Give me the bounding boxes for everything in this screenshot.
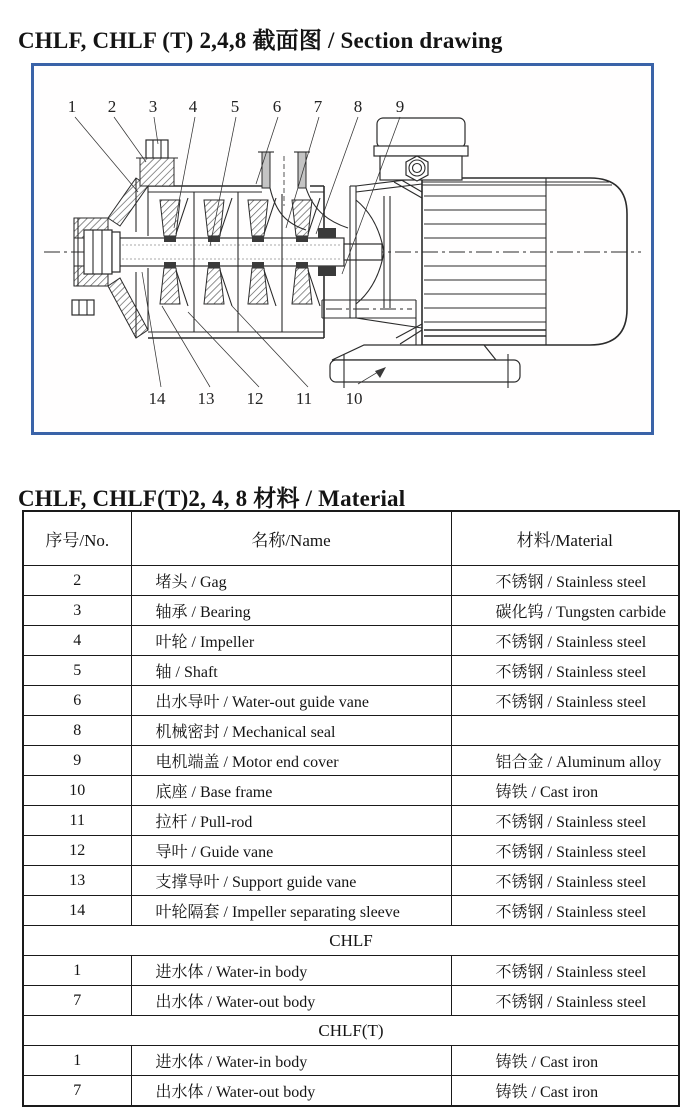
cell-material: 铸铁 / Cast iron xyxy=(451,1046,679,1076)
table-row xyxy=(23,566,679,596)
callout-label-4: 4 xyxy=(188,97,198,116)
cell-name: 轴 / Shaft xyxy=(131,656,451,686)
cell-name: 进水体 / Water-in body xyxy=(131,956,451,986)
base-frame xyxy=(330,345,520,388)
cell-name: 堵头 / Gag xyxy=(131,566,451,596)
cell-name: 导叶 / Guide vane xyxy=(131,836,451,866)
table-section-row-chlft xyxy=(23,1016,679,1046)
pump-section-drawing xyxy=(34,66,651,432)
table-row xyxy=(23,716,679,746)
callout-label-9: 9 xyxy=(395,97,405,116)
table-row xyxy=(23,596,679,626)
cell-name: 叶轮隔套 / Impeller separating sleeve xyxy=(131,896,451,926)
cell-material: 不锈钢 / Stainless steel xyxy=(451,656,679,686)
callout-label-12: 12 xyxy=(246,389,264,408)
cell-material xyxy=(451,716,679,746)
cell-no: 1 xyxy=(23,956,131,986)
table-section-row-chlf xyxy=(23,926,679,956)
callout-label-13: 13 xyxy=(197,389,215,408)
cell-no: 14 xyxy=(23,896,131,926)
pump-shaft xyxy=(84,230,382,274)
title-material-cn: 材料 xyxy=(253,485,300,512)
cell-no: 10 xyxy=(23,776,131,806)
cell-material: 不锈钢 / Stainless steel xyxy=(451,896,679,926)
callout-label-8: 8 xyxy=(353,97,363,116)
cell-material: 不锈钢 / Stainless steel xyxy=(451,806,679,836)
title-material-suffix: / Material xyxy=(299,486,406,512)
cell-no: 12 xyxy=(23,836,131,866)
cell-name: 出水体 / Water-out body xyxy=(131,986,451,1016)
cell-material: 铸铁 / Cast iron xyxy=(451,1076,679,1107)
title-material-prefix: CHLF, CHLF(T)2, 4, 8 xyxy=(18,486,254,512)
table-row xyxy=(23,626,679,656)
table-row xyxy=(23,1076,679,1107)
col-header-no: 序号/No. xyxy=(23,511,131,566)
callout-label-2: 2 xyxy=(107,97,117,116)
cell-no: 3 xyxy=(23,596,131,626)
cell-material: 铝合金 / Aluminum alloy xyxy=(451,746,679,776)
table-row xyxy=(23,836,679,866)
cell-no: 2 xyxy=(23,566,131,596)
callout-label-6: 6 xyxy=(272,97,282,116)
table-header-row xyxy=(23,511,679,566)
cell-material: 不锈钢 / Stainless steel xyxy=(451,626,679,656)
col-header-name: 名称/Name xyxy=(131,511,451,566)
table-row xyxy=(23,746,679,776)
cell-name: 机械密封 / Mechanical seal xyxy=(131,716,451,746)
callout-label-7: 7 xyxy=(313,97,323,116)
cell-name: 进水体 / Water-in body xyxy=(131,1046,451,1076)
cell-material: 不锈钢 / Stainless steel xyxy=(451,986,679,1016)
title-section-suffix: / Section drawing xyxy=(322,28,503,54)
cell-material: 不锈钢 / Stainless steel xyxy=(451,836,679,866)
table-row xyxy=(23,686,679,716)
cell-material: 铸铁 / Cast iron xyxy=(451,776,679,806)
material-title xyxy=(18,480,405,513)
section-label-chlf: CHLF xyxy=(23,926,679,956)
cell-material: 不锈钢 / Stainless steel xyxy=(451,956,679,986)
cell-no: 6 xyxy=(23,686,131,716)
cell-name: 叶轮 / Impeller xyxy=(131,626,451,656)
section-label-chlft: CHLF(T) xyxy=(23,1016,679,1046)
section-drawing-title xyxy=(18,22,503,55)
title-section-prefix: CHLF, CHLF (T) 2,4,8 xyxy=(18,28,253,54)
cell-material: 不锈钢 / Stainless steel xyxy=(451,566,679,596)
table-row xyxy=(23,956,679,986)
table-row xyxy=(23,1046,679,1076)
cell-name: 出水体 / Water-out body xyxy=(131,1076,451,1107)
cell-no: 1 xyxy=(23,1046,131,1076)
table-row xyxy=(23,866,679,896)
cell-name: 拉杆 / Pull-rod xyxy=(131,806,451,836)
cell-name: 电机端盖 / Motor end cover xyxy=(131,746,451,776)
cell-no: 7 xyxy=(23,986,131,1016)
callout-label-3: 3 xyxy=(148,97,158,116)
callout-label-5: 5 xyxy=(230,97,240,116)
material-table xyxy=(22,510,680,1107)
cell-no: 11 xyxy=(23,806,131,836)
cell-material: 不锈钢 / Stainless steel xyxy=(451,866,679,896)
table-row xyxy=(23,896,679,926)
cell-name: 轴承 / Bearing xyxy=(131,596,451,626)
cell-no: 7 xyxy=(23,1076,131,1107)
table-row xyxy=(23,656,679,686)
callout-label-10: 10 xyxy=(345,389,363,408)
cell-material: 碳化钨 / Tungsten carbide xyxy=(451,596,679,626)
callout-label-11: 11 xyxy=(295,389,313,408)
callout-label-1: 1 xyxy=(67,97,77,116)
cell-name: 支撑导叶 / Support guide vane xyxy=(131,866,451,896)
motor xyxy=(394,178,627,345)
col-header-material: 材料/Material xyxy=(451,511,679,566)
callout-label-14: 14 xyxy=(148,389,166,408)
cell-name: 出水导叶 / Water-out guide vane xyxy=(131,686,451,716)
title-section-cn: 截面图 xyxy=(252,27,323,54)
table-row xyxy=(23,806,679,836)
cell-no: 13 xyxy=(23,866,131,896)
table-row xyxy=(23,986,679,1016)
cell-no: 9 xyxy=(23,746,131,776)
cell-name: 底座 / Base frame xyxy=(131,776,451,806)
table-row xyxy=(23,776,679,806)
cell-no: 8 xyxy=(23,716,131,746)
section-drawing-frame xyxy=(31,63,654,435)
cell-material: 不锈钢 / Stainless steel xyxy=(451,686,679,716)
cell-no: 4 xyxy=(23,626,131,656)
cell-no: 5 xyxy=(23,656,131,686)
